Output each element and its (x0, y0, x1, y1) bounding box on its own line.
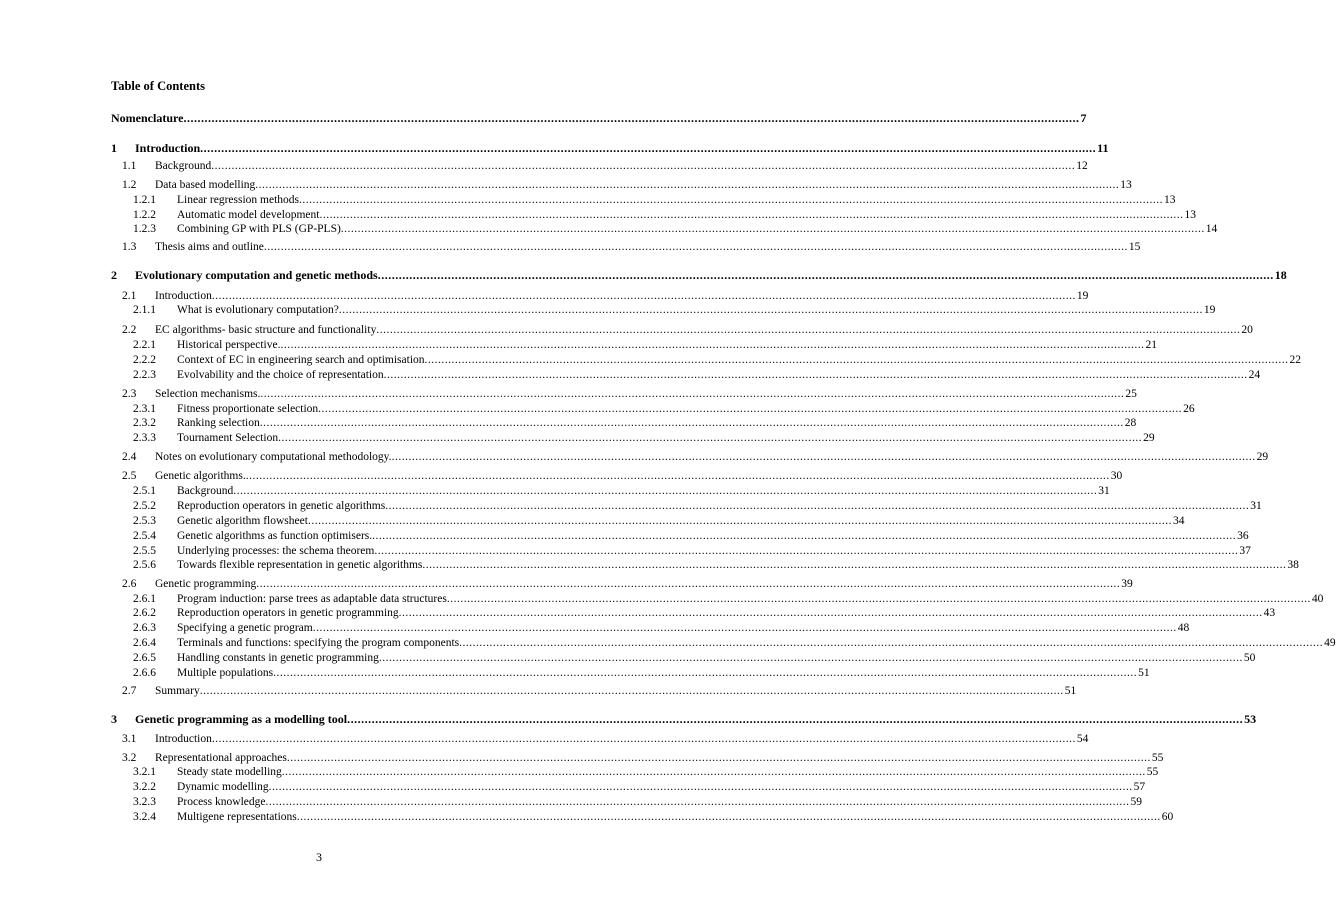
toc-entry-number: 3 (111, 712, 117, 726)
toc-entry-title: Genetic programming as a modelling tool (135, 712, 348, 726)
toc-leader-dots (183, 111, 1079, 126)
toc-subsection-entry[interactable] (133, 431, 1155, 446)
toc-leader-dots (308, 514, 1172, 529)
toc-entry-page: 59 (1130, 796, 1142, 808)
toc-leader-dots (379, 651, 1243, 666)
toc-leader-dots (459, 636, 1323, 651)
toc-entry-page: 49 (1324, 637, 1336, 649)
toc-entry-title: Linear regression methods (177, 194, 299, 206)
toc-entry-title: Selection mechanisms. (155, 388, 261, 400)
toc-leader-dots (392, 450, 1256, 465)
toc-chapter-entry[interactable] (111, 268, 1287, 283)
toc-chapter-entry[interactable] (111, 141, 1109, 156)
toc-leader-dots (378, 268, 1274, 283)
toc-entry-page: 48 (1177, 622, 1190, 634)
toc-entry-number: 2 (111, 268, 117, 282)
toc-section-entry[interactable] (122, 450, 1269, 465)
toc-section-entry[interactable] (122, 684, 1077, 699)
toc-entry-number: 2.5.4 (133, 530, 156, 542)
toc-entry-page: 25 (1125, 388, 1137, 400)
toc-entry-page: 7 (1080, 111, 1087, 125)
toc-subsection-entry[interactable] (133, 636, 1336, 651)
toc-entry-page: 57 (1133, 781, 1146, 793)
toc-entry-page: 31 (1098, 485, 1110, 497)
toc-leader-dots (200, 141, 1096, 156)
toc-entry-page: 26 (1183, 403, 1195, 415)
toc-subsection-entry[interactable] (133, 353, 1302, 368)
toc-entry-title: What is evolutionary computation? (177, 304, 339, 316)
toc-entry-title: Fitness proportionate selection (177, 403, 319, 415)
toc-entry-number: 2.4 (122, 451, 137, 463)
toc-entry-title: Genetic algorithm flowsheet (177, 515, 308, 527)
toc-entry-page: 24 (1248, 369, 1261, 381)
toc-entry-page: 13 (1120, 179, 1132, 191)
toc-entry-page: 55 (1146, 766, 1159, 778)
toc-entry-title: Reproduction operators in genetic algorithms (177, 500, 386, 512)
toc-entry-page: 40 (1311, 593, 1324, 605)
toc-entry-number: 2.5.1 (133, 485, 156, 497)
toc-entry-title: Background (177, 485, 234, 497)
toc-subsection-entry[interactable] (133, 484, 1110, 499)
toc-leader-dots (233, 484, 1097, 499)
toc-entry-number: 2.5 (122, 470, 137, 482)
toc-entry-number: 2.2.3 (133, 369, 156, 381)
toc-subsection-entry[interactable] (133, 222, 1218, 237)
toc-entry-page: 55 (1151, 752, 1164, 764)
toc-entry-page: 14 (1205, 223, 1218, 235)
toc-section-entry[interactable] (122, 289, 1089, 304)
toc-leader-dots (255, 178, 1119, 193)
toc-entry-page: 18 (1274, 268, 1287, 282)
toc-leader-dots (339, 303, 1203, 318)
toc-entry-title: Context of EC in engineering search and optimisation (177, 354, 425, 366)
toc-leader-dots (447, 592, 1311, 607)
toc-entry-title: Dynamic modelling (177, 781, 269, 793)
toc-entry-title: Data based modelling (155, 179, 256, 191)
toc-entry-page: 20 (1241, 324, 1253, 336)
toc-entry-title: Automatic model development (177, 209, 320, 221)
toc-entry-number: 2.1 (122, 290, 137, 302)
toc-leader-dots (319, 208, 1183, 223)
toc-leader-dots (212, 289, 1076, 304)
toc-entry-number: 1.3 (122, 241, 137, 253)
toc-entry-number: 1.2.3 (133, 223, 156, 235)
toc-entry-number: 2.5.5 (133, 545, 156, 557)
toc-entry-title: Underlying processes: the schema theorem (177, 545, 375, 557)
toc-entry-page: 13 (1184, 209, 1196, 221)
toc-subsection-entry[interactable] (133, 765, 1159, 780)
toc-entry-title: Historical perspective. (177, 339, 281, 351)
toc-leader-dots (287, 751, 1151, 766)
toc-entry-title: Genetic algorithms. (155, 470, 246, 482)
toc-leader-dots (299, 193, 1163, 208)
toc-entry-page: 50 (1243, 652, 1256, 664)
toc-entry-number: 2.5.2 (133, 500, 156, 512)
toc-entry-page: 51 (1064, 685, 1077, 697)
toc-entry-number: 1.2 (122, 179, 137, 191)
toc-subsection-entry[interactable] (133, 606, 1276, 621)
toc-entry-page: 31 (1250, 500, 1262, 512)
toc-entry-page: 29 (1143, 432, 1155, 444)
toc-leader-dots (200, 684, 1064, 699)
toc-subsection-entry[interactable] (133, 780, 1146, 795)
toc-entry-title: EC algorithms- basic structure and functionality (155, 324, 377, 336)
toc-entry-page: 12 (1076, 160, 1088, 172)
toc-section-entry[interactable] (122, 240, 1141, 255)
toc-entry-number: 2.2.2 (133, 354, 156, 366)
toc-leader-dots (425, 353, 1289, 368)
toc-leader-dots (264, 240, 1128, 255)
toc-entry-page: 36 (1237, 530, 1249, 542)
toc-leader-dots (422, 558, 1286, 573)
toc-leader-dots (282, 765, 1146, 780)
toc-entry-number: 2.3.2 (133, 417, 156, 429)
toc-subsection-entry[interactable] (133, 208, 1196, 223)
toc-entry-title: Multigene representations (177, 811, 297, 823)
toc-leader-dots (256, 577, 1120, 592)
toc-entry-title: Tournament Selection (177, 432, 279, 444)
toc-entry-title: Thesis aims and outline (155, 241, 264, 253)
toc-section-entry[interactable] (122, 159, 1088, 174)
toc-entry-number: 2.2 (122, 324, 137, 336)
toc-subsection-entry[interactable] (133, 529, 1249, 544)
toc-leader-dots (384, 368, 1248, 383)
toc-entry-number: 2.6.1 (133, 593, 156, 605)
toc-leader-dots (374, 544, 1238, 559)
toc-entry-page: 13 (1164, 194, 1176, 206)
toc-entry-page: 37 (1239, 545, 1251, 557)
toc-subsection-entry[interactable] (133, 416, 1137, 431)
toc-entry-title: Genetic programming (155, 578, 257, 590)
toc-entry-number: 2.2.1 (133, 339, 156, 351)
toc-entry-page: 29 (1256, 451, 1269, 463)
toc-subsection-entry[interactable] (133, 402, 1195, 417)
toc-entry-page: 39 (1121, 578, 1133, 590)
toc-leader-dots (313, 621, 1177, 636)
toc-entry-number: 1.2.2 (133, 209, 156, 221)
toc-subsection-entry[interactable] (133, 193, 1176, 208)
toc-entry-title: Notes on evolutionary computational methodology. (155, 451, 392, 463)
toc-leader-dots (297, 810, 1161, 825)
toc-subsection-entry[interactable] (133, 544, 1251, 559)
toc-entry-title: Towards flexible representation in genetic algorithms (177, 559, 423, 571)
toc-section-entry[interactable] (122, 387, 1137, 402)
toc-section-entry[interactable] (122, 323, 1253, 338)
toc-entry-number: 2.6.2 (133, 607, 156, 619)
toc-subsection-entry[interactable] (133, 592, 1324, 607)
toc-entry-number: 2.3.1 (133, 403, 156, 415)
toc-entry-title: Introduction (135, 141, 201, 155)
toc-entry-number: 3.2.1 (133, 766, 156, 778)
toc-entry-number: 3.2 (122, 752, 137, 764)
toc-subsection-entry[interactable] (133, 303, 1216, 318)
toc-section-entry[interactable] (122, 751, 1164, 766)
toc-entry-title: Introduction (155, 733, 212, 745)
toc-entry-page: 11 (1097, 141, 1109, 155)
toc-entry-title: Handling constants in genetic programming (177, 652, 379, 664)
toc-entry-page: 22 (1289, 354, 1302, 366)
toc-entry-title: Evolvability and the choice of representation (177, 369, 384, 381)
toc-entry-page: 30 (1110, 470, 1123, 482)
toc-entry-title: Ranking selection (177, 417, 260, 429)
toc-entry-page: 28 (1124, 417, 1137, 429)
toc-subsection-entry[interactable] (133, 666, 1150, 681)
toc-entry-number: 2.6.5 (133, 652, 156, 664)
toc-subsection-entry[interactable] (133, 795, 1142, 810)
toc-title: Table of Contents (111, 79, 205, 93)
toc-entry-page: 19 (1076, 290, 1089, 302)
toc-entry-number: 1.2.1 (133, 194, 156, 206)
toc-section-entry[interactable] (122, 469, 1123, 484)
toc-subsection-entry[interactable] (133, 651, 1256, 666)
toc-leader-dots (211, 159, 1075, 174)
toc-leader-dots (280, 338, 1144, 353)
toc-leader-dots (341, 222, 1205, 237)
toc-subsection-entry[interactable] (133, 368, 1261, 383)
toc-entry-page: 53 (1244, 712, 1257, 726)
toc-entry-title: Reproduction operators in genetic programming (177, 607, 399, 619)
toc-section-entry[interactable] (122, 577, 1133, 592)
page-number: 3 (316, 850, 322, 864)
toc-entry-page: 38 (1287, 559, 1299, 571)
toc-entry-page: 34 (1172, 515, 1185, 527)
toc-leader-dots (260, 416, 1124, 431)
toc-entry-number: 2.6.6 (133, 667, 156, 679)
toc-entry-title: Nomenclature (111, 111, 184, 125)
toc-entry-number: 2.6.4 (133, 637, 156, 649)
toc-entry-title: Genetic algorithms as function optimisers. (177, 530, 373, 542)
toc-section-entry[interactable] (122, 732, 1089, 747)
toc-entry-title: Terminals and functions: specifying the program components (177, 637, 460, 649)
toc-leader-dots (347, 712, 1243, 727)
toc-entry-number: 2.6 (122, 578, 137, 590)
toc-entry-page: 19 (1203, 304, 1216, 316)
toc-entry-page: 54 (1076, 733, 1089, 745)
toc-entry-page: 43 (1263, 607, 1276, 619)
toc-entry-title: Program induction: parse trees as adaptable data structures (177, 593, 447, 605)
toc-entry-number: 2.7 (122, 685, 137, 697)
toc-entry-title: Introduction (155, 290, 212, 302)
toc-subsection-entry[interactable] (133, 499, 1262, 514)
toc-entry-title: Evolutionary computation and genetic methods (135, 268, 378, 282)
toc-entry-number: 2.6.3 (133, 622, 156, 634)
toc-leader-dots (273, 666, 1137, 681)
toc-entry-number: 3.2.2 (133, 781, 156, 793)
toc-entry-number: 2.1.1 (133, 304, 156, 316)
toc-subsection-entry[interactable] (133, 514, 1185, 529)
toc-entry-title: Background (155, 160, 212, 172)
toc-entry-title: Representational approaches (155, 752, 287, 764)
toc-chapter-entry[interactable] (111, 111, 1087, 126)
toc-entry-number: 1 (111, 141, 117, 155)
toc-entry-page: 15 (1128, 241, 1141, 253)
toc-entry-title: Specifying a genetic program (177, 622, 313, 634)
toc-subsection-entry[interactable] (133, 810, 1174, 825)
toc-entry-title: Summary (155, 685, 200, 697)
toc-entry-number: 2.3.3 (133, 432, 156, 444)
toc-entry-title: Combining GP with PLS (GP-PLS) (177, 223, 341, 235)
toc-entry-number: 2.3 (122, 388, 137, 400)
toc-entry-title: Multiple populations (177, 667, 274, 679)
toc-subsection-entry[interactable] (133, 621, 1190, 636)
toc-leader-dots (260, 387, 1124, 402)
toc-leader-dots (269, 780, 1133, 795)
toc-subsection-entry[interactable] (133, 558, 1299, 573)
toc-section-entry[interactable] (122, 178, 1132, 193)
toc-entry-page: 21 (1145, 339, 1157, 351)
toc-leader-dots (318, 402, 1182, 417)
toc-entry-number: 3.2.3 (133, 796, 156, 808)
toc-leader-dots (372, 529, 1236, 544)
toc-entry-page: 51 (1138, 667, 1150, 679)
toc-entry-number: 2.5.3 (133, 515, 156, 527)
toc-entry-number: 3.1 (122, 733, 137, 745)
toc-entry-page: 60 (1161, 811, 1174, 823)
toc-entry-title: Steady state modelling (177, 766, 282, 778)
toc-leader-dots (399, 606, 1263, 621)
toc-chapter-entry[interactable] (111, 712, 1257, 727)
toc-entry-number: 3.2.4 (133, 811, 156, 823)
toc-leader-dots (278, 431, 1142, 446)
toc-entry-number: 2.5.6 (133, 559, 156, 571)
toc-leader-dots (265, 795, 1129, 810)
toc-leader-dots (212, 732, 1076, 747)
toc-leader-dots (385, 499, 1249, 514)
toc-entry-title: Process knowledge (177, 796, 266, 808)
toc-entry-number: 1.1 (122, 160, 137, 172)
toc-leader-dots (246, 469, 1110, 484)
toc-leader-dots (376, 323, 1240, 338)
toc-subsection-entry[interactable] (133, 338, 1157, 353)
